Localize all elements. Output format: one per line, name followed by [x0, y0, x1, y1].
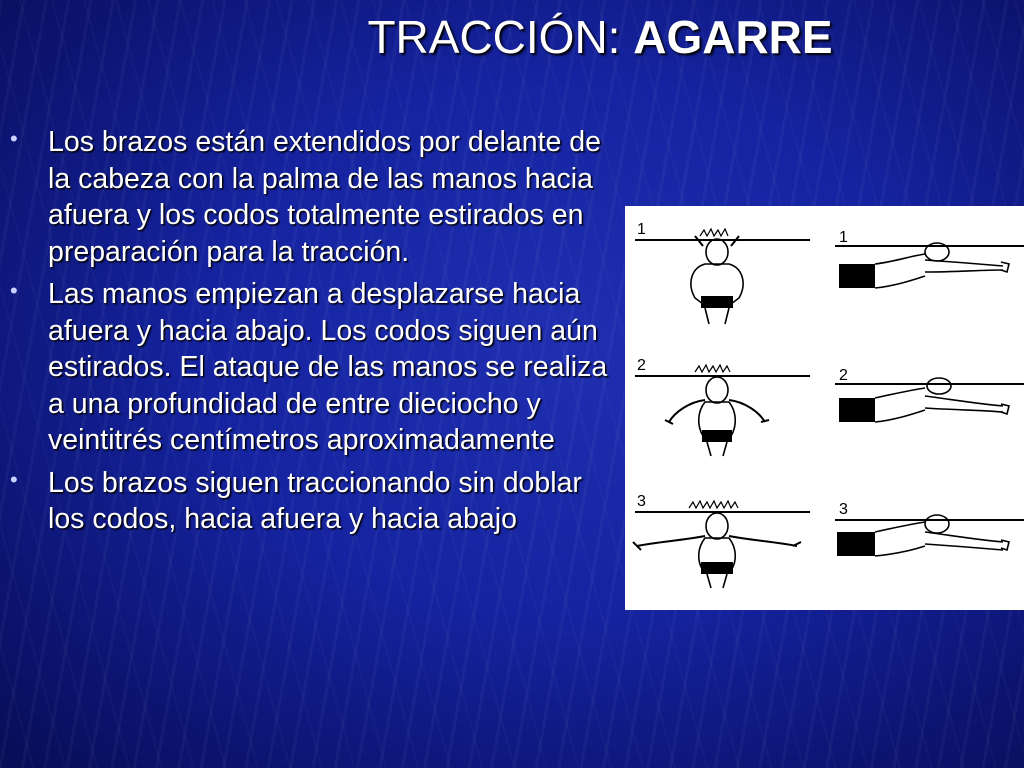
- step-label: 2: [637, 357, 646, 374]
- bullet-text: Los brazos están extendidos por delante de la cabeza con la palma de las manos hacia afuera y los codos totalmente estirados en preparación para la tracción.: [48, 126, 601, 268]
- bullet-text: Las manos empiezan a desplazarse hacia afuera y hacia abajo. Los codos siguen aún estirados. El ataque de las manos se realiza a una profundidad de entre dieciocho y veintitrés centímetros aproximadamente: [48, 278, 608, 456]
- step-label: 1: [637, 221, 646, 238]
- side-view-step-1: [835, 229, 1024, 288]
- side-view-step-3: [835, 501, 1024, 556]
- step-label: 3: [637, 493, 646, 510]
- title-prefix: TRACCIÓN:: [367, 11, 634, 63]
- swimmer-drawings: [625, 206, 1024, 610]
- front-view-step-3: [633, 493, 810, 588]
- front-view-step-2: [635, 357, 810, 456]
- bullet-icon: •: [10, 278, 18, 303]
- bullet-item: [10, 276, 615, 459]
- bullet-text: Los brazos siguen traccionando sin doblar los codos, hacia afuera y hacia abajo: [48, 466, 582, 535]
- bullet-list: [10, 124, 615, 544]
- title-emphasis: AGARRE: [633, 11, 833, 63]
- bullet-icon: •: [10, 126, 18, 151]
- side-view-step-2: [835, 367, 1024, 422]
- stroke-sequence-illustration: [625, 206, 1024, 610]
- front-view-step-1: [635, 221, 810, 324]
- step-label: 2: [839, 367, 848, 384]
- slide-title: [0, 10, 1024, 64]
- bullet-item: [10, 465, 615, 538]
- step-label: 1: [839, 229, 848, 246]
- bullet-icon: •: [10, 466, 18, 492]
- step-label: 3: [839, 501, 848, 518]
- bullet-item: [10, 124, 615, 270]
